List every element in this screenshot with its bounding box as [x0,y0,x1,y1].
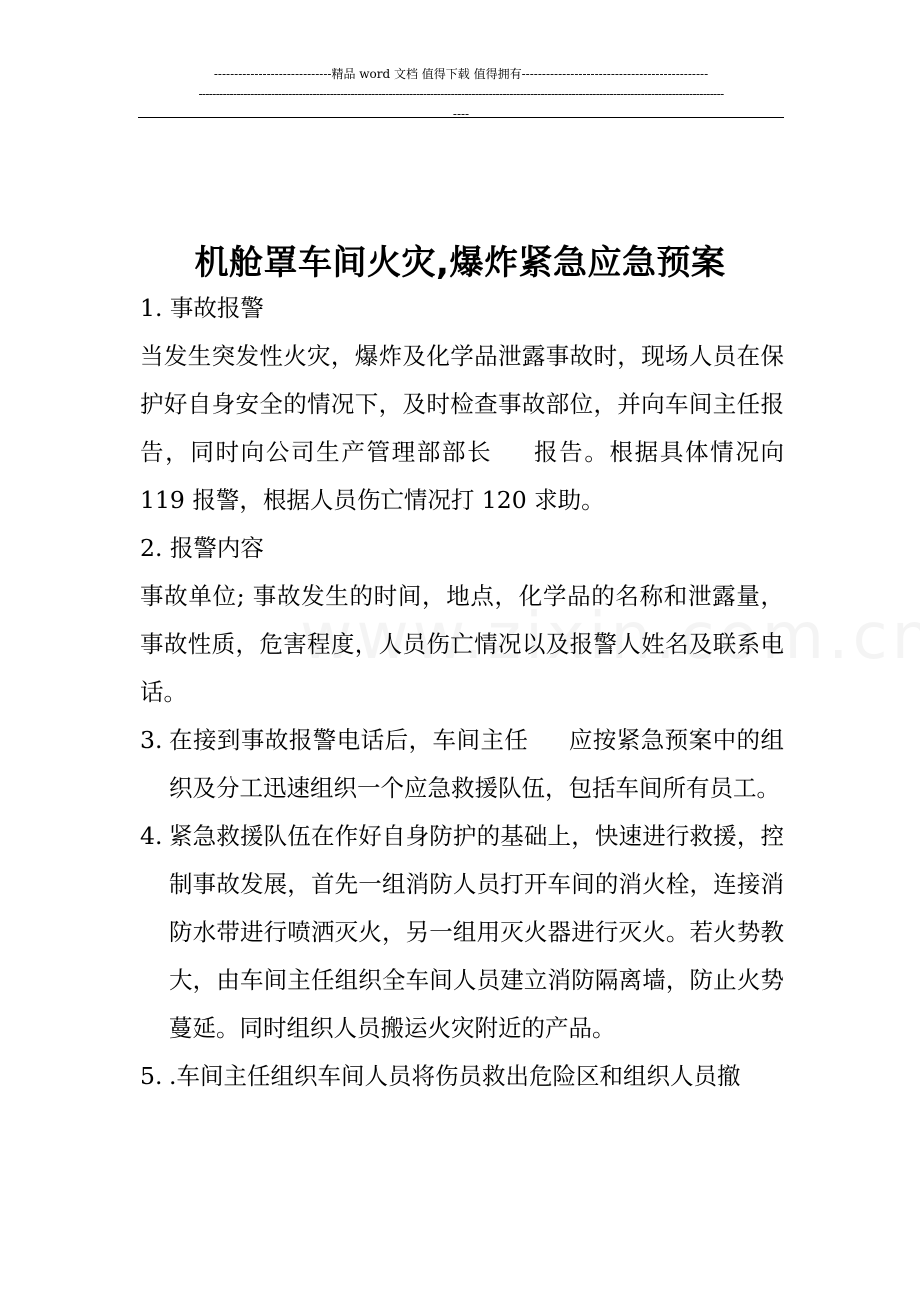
section-5-text: .车间主任组织车间人员将伤员救出危险区和组织人员撤 [169,1062,741,1090]
document-body [140,284,784,1100]
section-1-heading: 1. 事故报警 [140,294,264,322]
header-banner-text: -----------------------------精品 word 文档 值得下载 值得拥有---------------------------------------------- [213,67,709,81]
page-header [138,64,784,124]
section-5 [140,1052,784,1100]
section-3 [140,716,784,812]
section-4-number: 4. [140,822,163,850]
document-title: 机舱罩车间火灾,爆炸紧急应急预案 [194,243,726,283]
section-3-text-a: 在接到事故报警电话后，车间主任 [169,726,529,754]
section-3-text-b: 应按紧急预案中的组织及分工迅速组织一个应急救援队伍，包括车间所有员工。 [169,726,784,802]
section-2-heading: 2. 报警内容 [140,534,264,562]
section-2-body: 事故单位; 事故发生的时间，地点，化学品的名称和泄露量，事故性质，危害程度，人员伤亡情况以及报警人姓名及联系电话。 [140,582,784,706]
section-1-body-text-b: 报告。根据具体情况向 119 报警，根据人员伤亡情况打 120 求助。 [140,438,785,514]
section-1-body [140,332,784,524]
section-1-body-text-a: 当发生突发性火灾，爆炸及化学品泄露事故时，现场人员在保护好自身安全的情况下，及时检查事故部位，并向车间主任报告，同时向公司生产管理部部长 [140,342,784,466]
section-4 [140,812,784,1052]
section-5-number: 5. [140,1062,163,1090]
section-3-number: 3. [140,726,163,754]
header-dash-tail: ---- [452,107,470,121]
section-4-text: 紧急救援队伍在作好自身防护的基础上，快速进行救援，控制事故发展，首先一组消防人员打开车间的消火栓，连接消防水带进行喷洒灭火，另一组用灭火器进行灭火。若火势教大，由车间主任组织全车间人员建立消防隔离墙，防止火势蔓延。同时组织人员搬运火灾附近的产品。 [169,822,784,1042]
header-rule [138,117,784,118]
header-dash-line: -------------------------------------------------------------------------------------------------------------------------------------------------------- [198,87,724,101]
